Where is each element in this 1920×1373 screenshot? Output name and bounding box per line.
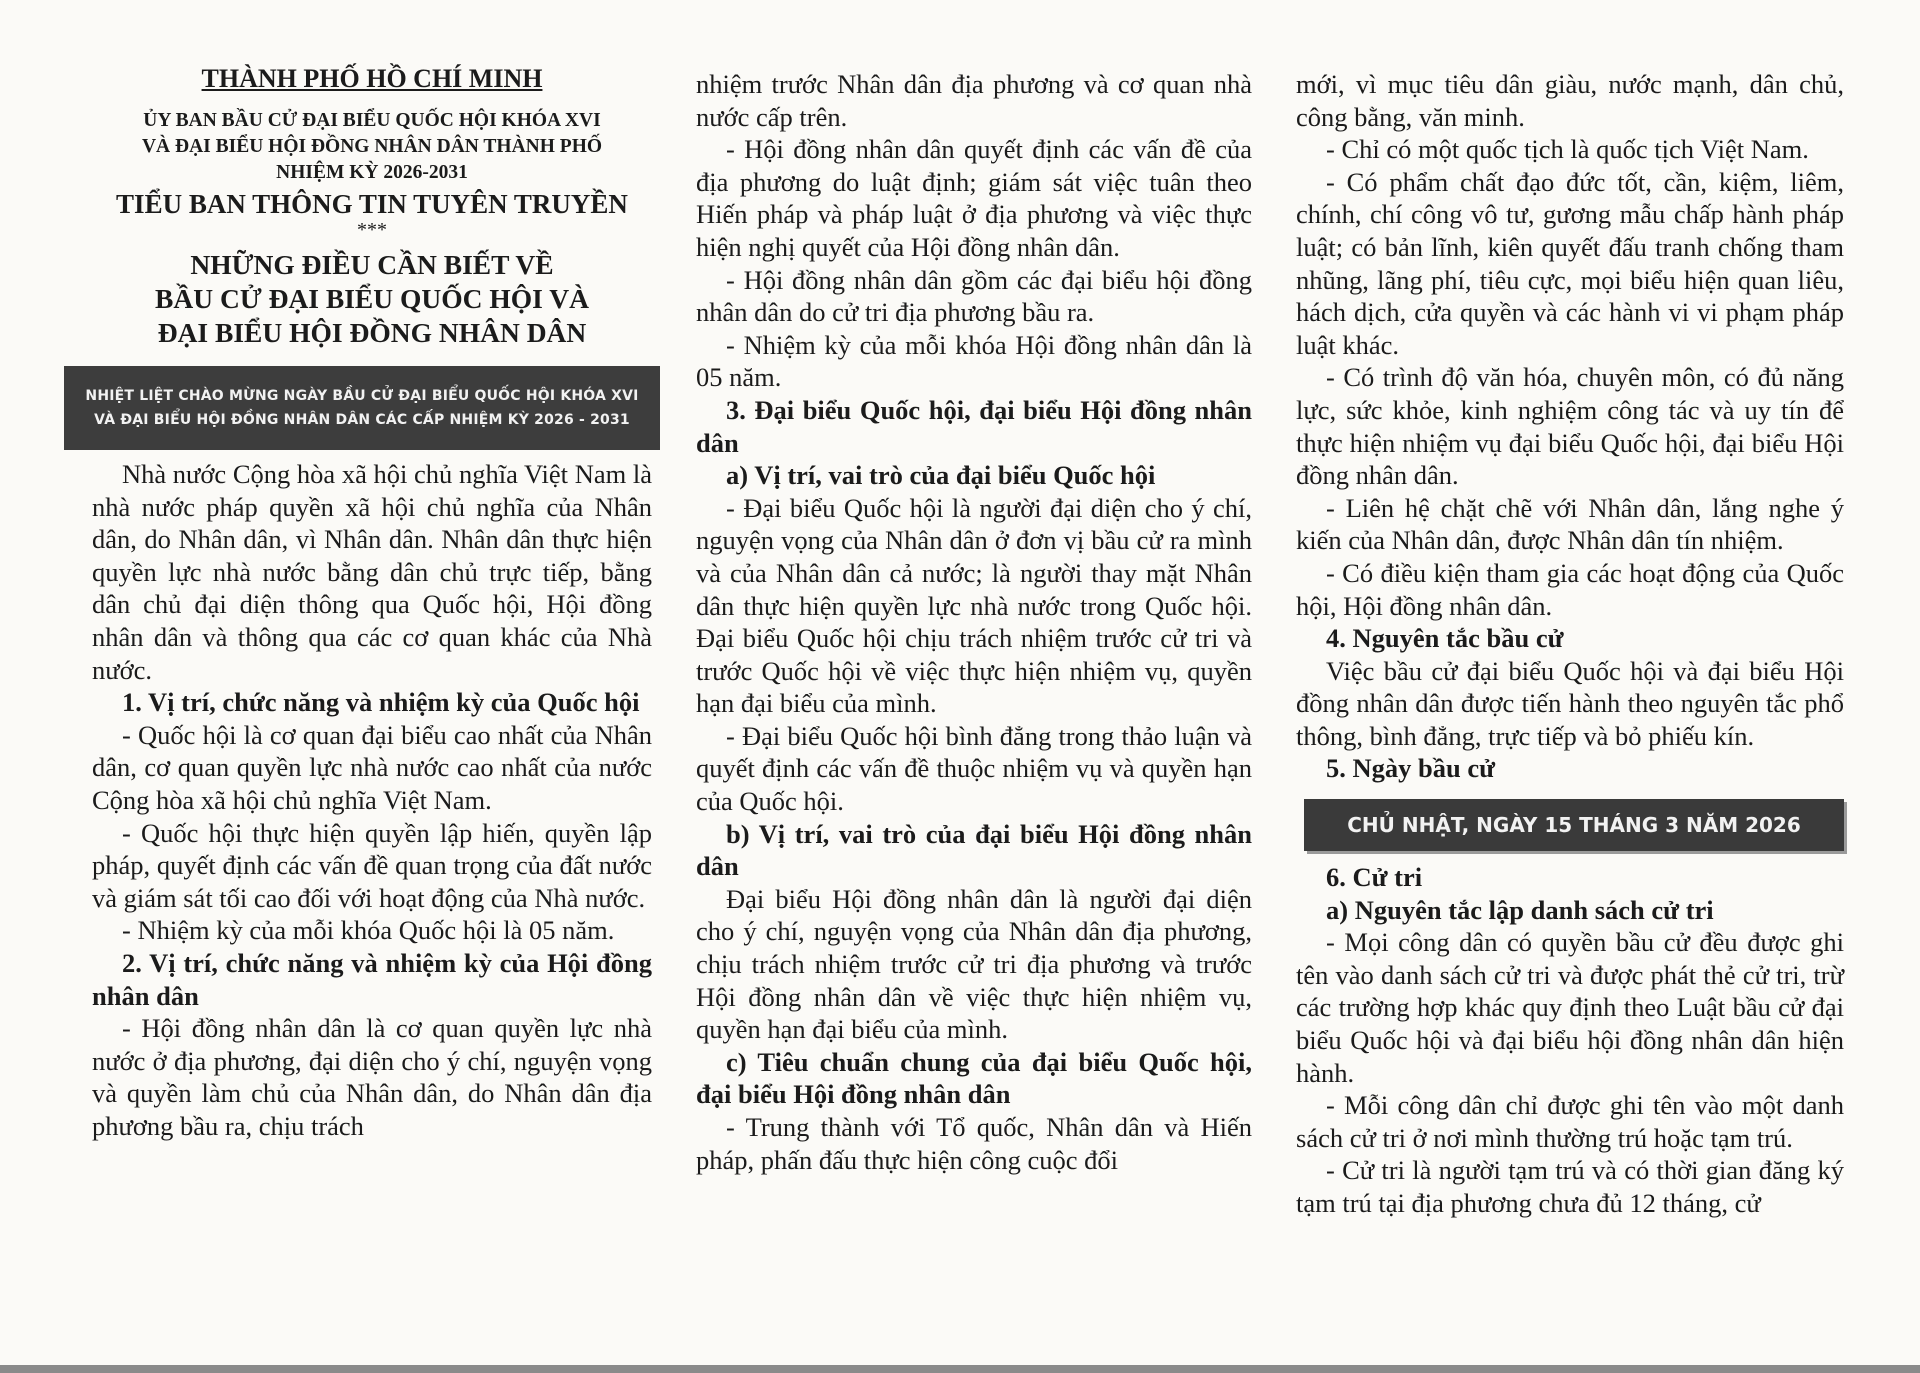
section-3a-paragraph-2: - Đại biểu Quốc hội bình đẳng trong thảo luận và quyết định các vấn đề thuộc nhiệm vụ và quyền hạn của Quốc hội.: [696, 720, 1252, 817]
section-4-heading: 4. Nguyên tắc bầu cử: [1326, 623, 1564, 654]
section-2-paragraph-2: - Hội đồng nhân dân quyết định các vấn đề của địa phương do luật định; giám sát việc tuân theo Hiến pháp và pháp luật ở địa phương và việc thực hiện nghị quyết của Hội đồng nhân dân.: [696, 134, 1252, 262]
greeting-banner: [64, 366, 660, 450]
section-3c-paragraph-3: - Có phẩm chất đạo đức tốt, cần, kiệm, liêm, chính, chí công vô tư, gương mẫu chấp hành pháp luật; có bản lĩnh, kiên quyết đấu tranh chống tham nhũng, lãng phí, tiêu cực, mọi biểu hiện quan liêu, hách dịch, cửa quyền và các hành vi vi phạm pháp luật khác.: [1296, 166, 1844, 360]
election-date-banner: CHỦ NHẬT, NGÀY 15 THÁNG 3 NĂM 2026: [1304, 799, 1844, 851]
section-3c-paragraph-1-cont: mới, vì mục tiêu dân giàu, nước mạnh, dân chủ, công bằng, văn minh.: [1296, 69, 1844, 132]
document-title-line-2: BẦU CỬ ĐẠI BIỂU QUỐC HỘI VÀ: [155, 283, 589, 314]
masthead-committee-line-2: VÀ ĐẠI BIỂU HỘI ĐỒNG NHÂN DÂN THÀNH PHỐ: [141, 136, 603, 157]
section-1-paragraph-2: - Quốc hội thực hiện quyền lập hiến, quyền lập pháp, quyết định các vấn đề quan trọng của đất nước và giám sát tối cao đối với hoạt động của Nhà nước.: [92, 817, 652, 913]
section-2-paragraph-3: - Hội đồng nhân dân gồm các đại biểu hội đồng nhân dân do cử tri địa phương bầu ra.: [696, 264, 1252, 328]
section-6a-heading: a) Nguyên tắc lập danh sách cử tri: [1326, 894, 1714, 925]
bottom-edge-strip: [0, 1365, 1920, 1373]
section-3c-paragraph-2: - Chỉ có một quốc tịch là quốc tịch Việt Nam.: [1326, 134, 1809, 165]
section-3-heading: 3. Đại biểu Quốc hội, đại biểu Hội đồng nhân dân: [696, 394, 1252, 458]
greeting-banner-line-1: NHIỆT LIỆT CHÀO MỪNG NGÀY BẦU CỬ ĐẠI BIỂU QUỐC HỘI KHÓA XVI: [85, 388, 639, 404]
section-4-paragraph: Việc bầu cử đại biểu Quốc hội và đại biểu Hội đồng nhân dân được tiến hành theo nguyên tắc phổ thông, bình đẳng, trực tiếp và bỏ phiếu kín.: [1296, 655, 1844, 751]
column-1: [85, 62, 652, 1142]
masthead-stars: ***: [357, 219, 387, 241]
document-title-line-1: NHỮNG ĐIỀU CẦN BIẾT VỀ: [190, 249, 554, 280]
greeting-banner-line-2: VÀ ĐẠI BIỂU HỘI ĐỒNG NHÂN DÂN CÁC CẤP NHIỆM KỲ 2026 - 2031: [94, 412, 630, 428]
section-6a-paragraph-2: - Mỗi công dân chỉ được ghi tên vào một danh sách cử tri ở nơi mình thường trú hoặc tạm trú.: [1296, 1090, 1844, 1153]
section-2-paragraph-1-cont: nhiệm trước Nhân dân địa phương và cơ quan nhà nước cấp trên.: [696, 69, 1252, 132]
section-3c-paragraph-4: - Có trình độ văn hóa, chuyên môn, có đủ năng lực, sức khỏe, kinh nghiệm công tác và uy tín để thực hiện nhiệm vụ đại biểu Quốc hội, đại biểu Hội đồng nhân dân.: [1296, 362, 1844, 491]
masthead-subcommittee: TIỂU BAN THÔNG TIN TUYÊN TRUYỀN: [116, 189, 628, 219]
masthead-committee-line-3: NHIỆM KỲ 2026-2031: [276, 162, 468, 183]
section-1-paragraph-3: - Nhiệm kỳ của mỗi khóa Quốc hội là 05 năm.: [122, 915, 615, 946]
masthead-city: THÀNH PHỐ HỒ CHÍ MINH: [201, 64, 543, 93]
section-6a-paragraph-3: - Cử tri là người tạm trú và có thời gian đăng ký tạm trú tại địa phương chưa đủ 12 tháng, cử: [1296, 1155, 1844, 1218]
masthead-committee-line-1: ỦY BAN BẦU CỬ ĐẠI BIỂU QUỐC HỘI KHÓA XVI: [143, 110, 601, 131]
section-3b-paragraph: Đại biểu Hội đồng nhân dân là người đại diện cho ý chí, nguyện vọng của Nhân dân địa phương, chịu trách nhiệm trước cử tri địa phương và trước Hội đồng nhân dân về việc thực hiện nhiệm vụ, quyền hạn đại biểu của mình.: [696, 883, 1252, 1045]
section-2-paragraph-1: - Hội đồng nhân dân là cơ quan quyền lực nhà nước ở địa phương, đại diện cho ý chí, nguyện vọng và quyền làm chủ của Nhân dân, do Nhân dân địa phương bầu ra, chịu trách: [92, 1013, 652, 1141]
section-1-heading: 1. Vị trí, chức năng và nhiệm kỳ của Quốc hội: [122, 687, 640, 718]
section-3c-paragraph-5: - Liên hệ chặt chẽ với Nhân dân, lắng nghe ý kiến của Nhân dân, được Nhân dân tín nhiệm.: [1296, 492, 1844, 556]
section-6a-paragraph-1: - Mọi công dân có quyền bầu cử đều được ghi tên vào danh sách cử tri và được phát thẻ cử tri, trừ các trường hợp khác quy định theo Luật bầu cử đại biểu Quốc hội và đại biểu hội đồng nhân dân hiện hành.: [1296, 927, 1844, 1088]
section-1-paragraph-1: - Quốc hội là cơ quan đại biểu cao nhất của Nhân dân, cơ quan quyền lực nhà nước cao nhất của nước Cộng hòa xã hội chủ nghĩa Việt Nam.: [92, 719, 652, 815]
section-3b-heading: b) Vị trí, vai trò của đại biểu Hội đồng nhân dân: [696, 818, 1252, 882]
column-2: [696, 68, 1252, 1176]
document-title-line-3: ĐẠI BIỂU HỘI ĐỒNG NHÂN DÂN: [157, 317, 587, 348]
section-5-heading: 5. Ngày bầu cử: [1326, 753, 1496, 784]
section-6-heading: 6. Cử tri: [1326, 862, 1423, 893]
intro-paragraph: Nhà nước Cộng hòa xã hội chủ nghĩa Việt Nam là nhà nước pháp quyền xã hội chủ nghĩa của Nhân dân, do Nhân dân, vì Nhân dân. Nhân dân thực hiện quyền lực nhà nước bằng dân chủ trực tiếp, bằng dân chủ đại diện thông qua Quốc hội, Hội đồng nhân dân và thông qua các cơ quan khác của Nhà nước.: [92, 459, 652, 685]
section-2-paragraph-4: - Nhiệm kỳ của mỗi khóa Hội đồng nhân dân là 05 năm.: [696, 329, 1252, 393]
section-2-heading: 2. Vị trí, chức năng và nhiệm kỳ của Hội đồng nhân dân: [92, 947, 652, 1011]
section-3a-heading: a) Vị trí, vai trò của đại biểu Quốc hội: [726, 460, 1156, 491]
section-3c-paragraph-6: - Có điều kiện tham gia các hoạt động của Quốc hội, Hội đồng nhân dân.: [1296, 557, 1844, 621]
section-3c-heading: c) Tiêu chuẩn chung của đại biểu Quốc hội, đại biểu Hội đồng nhân dân: [696, 1046, 1252, 1110]
section-3a-paragraph-1: - Đại biểu Quốc hội là người đại diện cho ý chí, nguyện vọng của Nhân dân ở đơn vị bầu cử ra mình và của Nhân dân cả nước; là người thay mặt Nhân dân thực hiện quyền lực nhà nước trong Quốc hội. Đại biểu Quốc hội chịu trách nhiệm trước cử tri và trước Quốc hội về việc thực hiện nhiệm vụ, quyền hạn đại biểu của mình.: [696, 492, 1252, 719]
section-3c-paragraph-1: - Trung thành với Tổ quốc, Nhân dân và Hiến pháp, phấn đấu thực hiện công cuộc đổi: [696, 1112, 1252, 1175]
masthead: [92, 62, 652, 350]
column-3: [1296, 68, 1844, 1220]
